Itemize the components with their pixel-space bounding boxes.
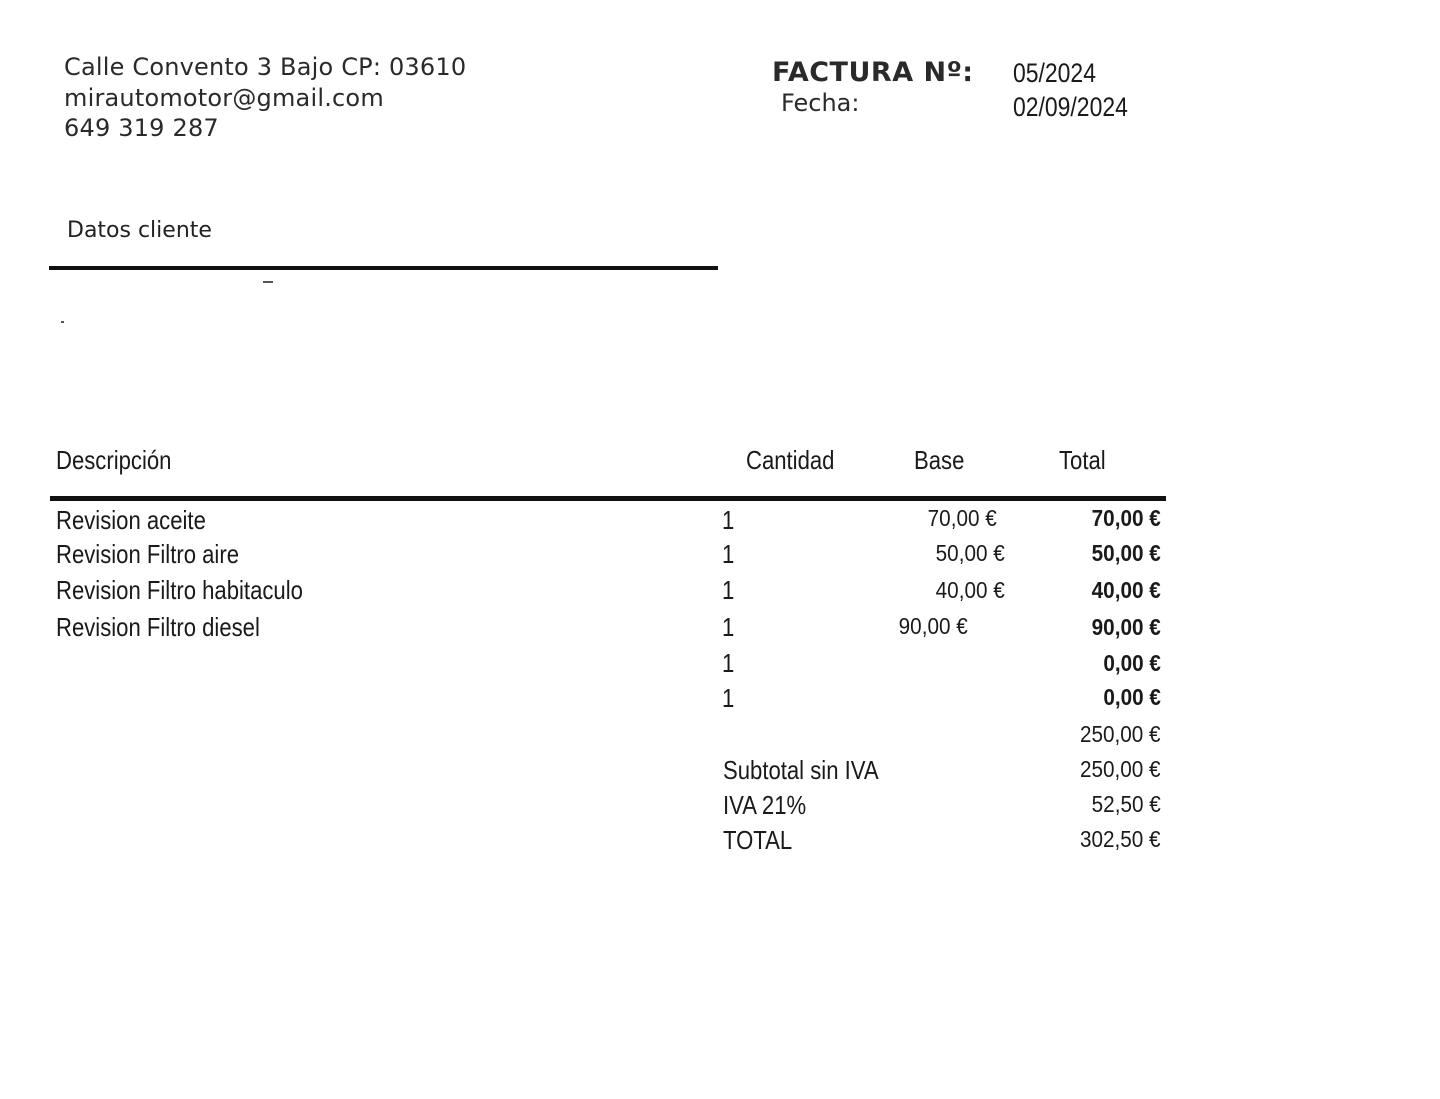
row-quantity: 1	[722, 575, 735, 605]
invoice-date: 02/09/2024	[1013, 92, 1128, 122]
scan-mark	[263, 281, 273, 283]
scan-mark	[61, 321, 64, 323]
company-phone: 649 319 287	[64, 114, 219, 142]
row-base: 40,00 €	[935, 577, 1005, 603]
subtotal-value: 250,00 €	[1080, 756, 1161, 782]
row-quantity: 1	[722, 539, 735, 569]
row-quantity: 1	[722, 505, 735, 535]
row-quantity: 1	[722, 612, 735, 642]
row-description: Revision Filtro diesel	[56, 612, 260, 642]
client-section-title: Datos cliente	[67, 218, 212, 243]
row-base: 90,00 €	[898, 613, 968, 639]
table-sum: 250,00 €	[1080, 721, 1161, 747]
invoice-number: 05/2024	[1013, 58, 1096, 88]
row-total: 90,00 €	[1091, 614, 1161, 640]
header-quantity: Cantidad	[746, 445, 835, 475]
subtotal-label: Subtotal sin IVA	[723, 755, 879, 785]
header-description: Descripción	[56, 445, 172, 475]
row-description: Revision Filtro aire	[56, 539, 240, 569]
header-base: Base	[914, 445, 965, 475]
row-total: 70,00 €	[1091, 505, 1161, 531]
row-quantity: 1	[722, 648, 735, 678]
total-label: TOTAL	[723, 825, 793, 855]
iva-label: IVA 21%	[723, 790, 807, 820]
row-description: Revision aceite	[56, 505, 206, 535]
total-value: 302,50 €	[1080, 826, 1161, 852]
row-total: 0,00 €	[1103, 650, 1161, 676]
header-total: Total	[1059, 445, 1106, 475]
company-email: mirautomotor@gmail.com	[64, 83, 384, 112]
iva-value: 52,50 €	[1091, 791, 1161, 817]
row-quantity: 1	[722, 683, 735, 713]
row-description: Revision Filtro habitaculo	[56, 575, 303, 605]
row-base: 70,00 €	[927, 505, 997, 531]
row-total: 40,00 €	[1091, 577, 1161, 603]
client-divider	[49, 266, 718, 270]
table-header-divider	[50, 496, 1166, 501]
invoice-date-label: Fecha:	[781, 89, 860, 117]
row-base: 50,00 €	[935, 540, 1005, 566]
company-address: Calle Convento 3 Bajo CP: 03610	[64, 53, 467, 81]
row-total: 50,00 €	[1091, 540, 1161, 566]
row-total: 0,00 €	[1103, 684, 1161, 710]
company-info	[64, 52, 466, 144]
invoice-number-label: FACTURA Nº:	[772, 57, 974, 88]
